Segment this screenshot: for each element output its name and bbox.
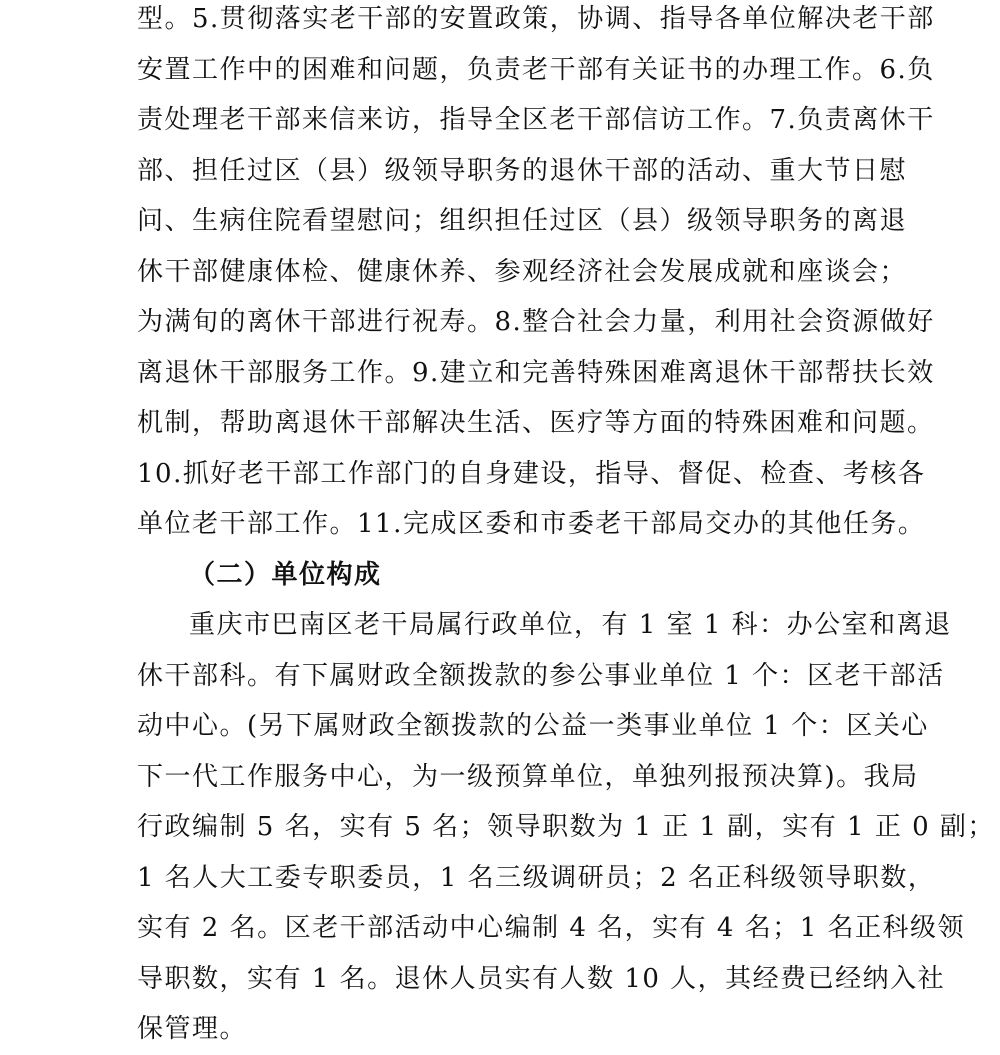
section-paragraph-line: 1 名人大工委专职委员，1 名三级调研员；2 名正科级领导职数，: [137, 862, 936, 893]
section-paragraph-line: 实有 2 名。区老干部活动中心编制 4 名，实有 4 名；1 名正科级领: [137, 913, 966, 943]
paragraph-line: 部、担任过区（县）级领导职务的退休干部的活动、重大节日慰: [137, 155, 908, 186]
section-paragraph-line: 下一代工作服务中心，为一级预算单位，单独列报预决算)。我局: [137, 761, 919, 792]
paragraph-line: 单位老干部工作。11.完成区委和市委老干部局交办的其他任务。: [137, 509, 926, 539]
paragraph-line: 离退休干部服务工作。9.建立和完善特殊困难离退休干部帮扶长效: [137, 357, 935, 388]
document-body: [137, 0, 995, 1055]
section-paragraph-line: 重庆市巴南区老干局属行政单位，有 1 室 1 科：办公室和离退: [189, 610, 952, 640]
section-paragraph-line: 行政编制 5 名，实有 5 名；领导职数为 1 正 1 副，实有 1 正 0 副；: [137, 812, 995, 842]
section-paragraph-line: 导职数，实有 1 名。退休人员实有人数 10 人，其经费已经纳入社: [137, 963, 946, 994]
section-paragraph-line: 保管理。: [137, 1014, 248, 1044]
paragraph-line: 型。5.贯彻落实老干部的安置政策，协调、指导各单位解决老干部: [137, 4, 935, 34]
paragraph-line: 休干部健康体检、健康休养、参观经济社会发展成就和座谈会；: [137, 256, 908, 287]
paragraph-line: 10.抓好老干部工作部门的自身建设，指导、督促、检查、考核各: [137, 458, 926, 489]
section-paragraph-line: 动中心。(另下属财政全额拨款的公益一类事业单位 1 个：区关心: [137, 711, 929, 741]
section-heading: （二）单位构成: [189, 559, 382, 590]
paragraph-line: 安置工作中的困难和问题，负责老干部有关证书的办理工作。6.负: [137, 54, 935, 85]
paragraph-line: 机制，帮助离退休干部解决生活、医疗等方面的特殊困难和问题。: [137, 408, 935, 438]
paragraph-line: 为满旬的离休干部进行祝寿。8.整合社会力量，利用社会资源做好: [137, 307, 935, 337]
paragraph-line: 责处理老干部来信来访，指导全区老干部信访工作。7.负责离休干: [137, 105, 935, 135]
paragraph-line: 问、生病住院看望慰问；组织担任过区（县）级领导职务的离退: [137, 206, 908, 236]
section-paragraph-line: 休干部科。有下属财政全额拨款的参公事业单位 1 个：区老干部活: [137, 660, 945, 691]
